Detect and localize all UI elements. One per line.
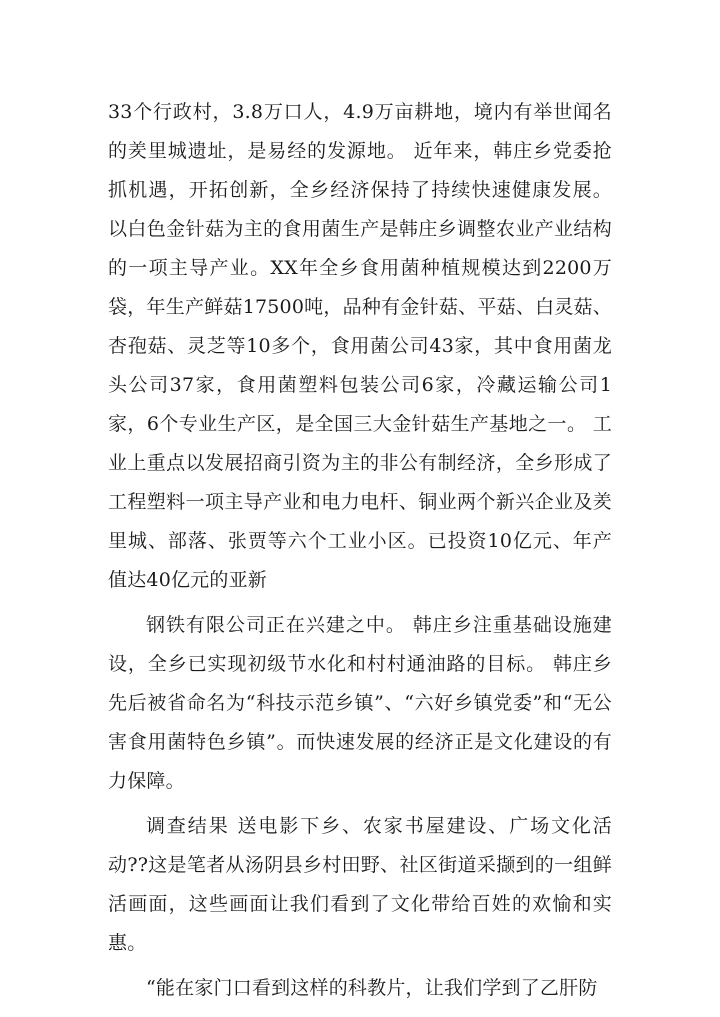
paragraph-economy: 33个行政村，3.8万口人，4.9万亩耕地，境内有举世闻名的羑里城遗址，是易经的发源地。 近年来，韩庄乡党委抢抓机遇，开拓创新，全乡经济保持了持续快速健康发展。 以白色金针菇为主的食用菌生产是韩庄乡调整农业产业结构的一项主导产业。XX年全乡食用菌种植规模达到2200万袋，年生产鲜菇17500吨，品种有金针菇、平菇、白灵菇、杏孢菇、灵芝等10多个，食用菌公司43家，其中食用菌龙头公司37家，食用菌塑料包装公司6家，冷藏运输公司1家，6个专业生产区，是全国三大金针菇生产基地之一。 工业上重点以发展招商引资为主的非公有制经济，全乡形成了工程塑料一项主导产业和电力电杆、铜业两个新兴企业及羑里城、部落、张贾等六个工业小区。已投资10亿元、年产值达40亿元的亚新 xyxy=(108,101,612,591)
document-page xyxy=(108,93,612,1008)
paragraph-infrastructure: 钢铁有限公司正在兴建之中。 韩庄乡注重基础设施建设，全乡已实现初级节水化和村村通油路的目标。 韩庄乡先后被省命名为“科技示范乡镇”、“六好乡镇党委”和“无公害食用菌特色乡镇”。而快速发展的经济正是文化建设的有力保障。 xyxy=(108,614,612,792)
paragraph-survey-results: 调查结果 送电影下乡、农家书屋建设、广场文化活动??这是笔者从汤阴县乡村田野、社区街道采撷到的一组鲜活画面，这些画面让我们看到了文化带给百姓的欢愉和实惠。 xyxy=(108,815,612,954)
paragraph-quote: “能在家门口看到这样的科教片，让我们学到了乙肝防 xyxy=(146,977,598,999)
